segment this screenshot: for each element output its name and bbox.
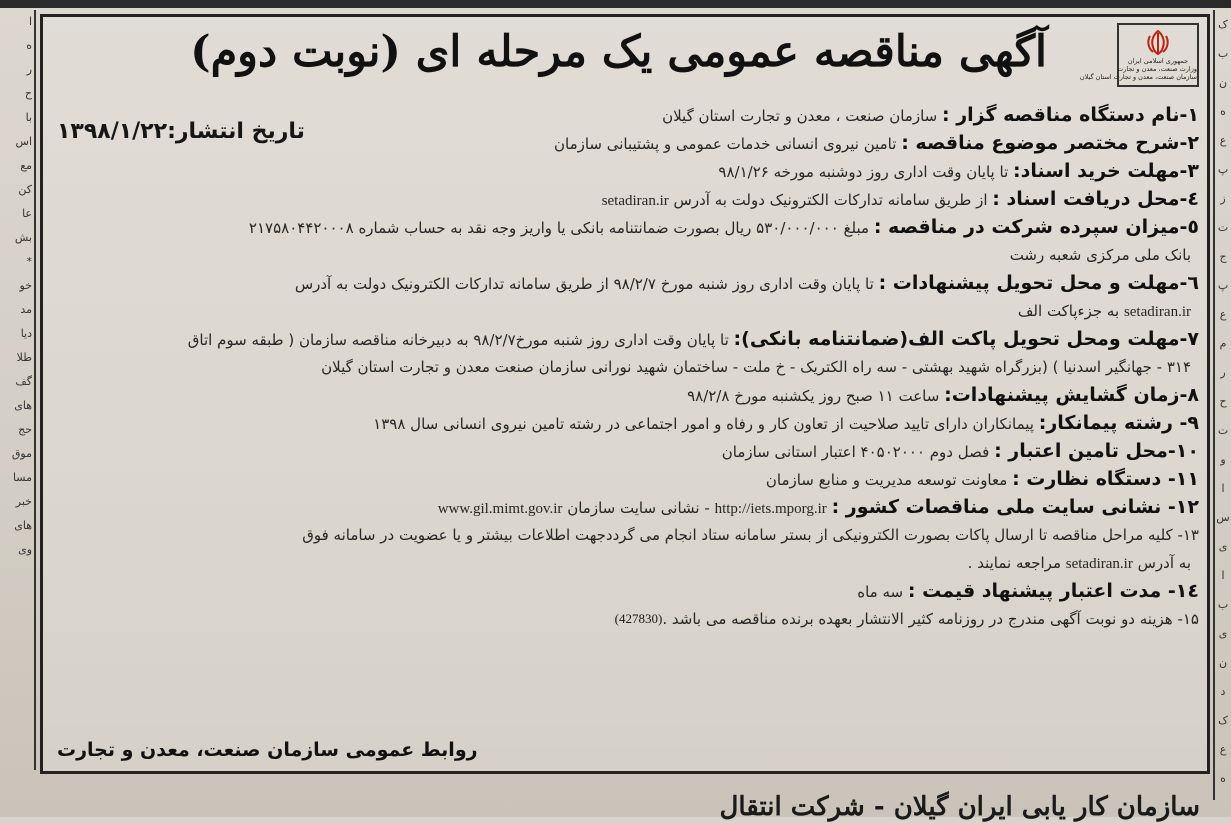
notice-item — [49, 521, 1199, 549]
column-fragment-text: ج — [1219, 250, 1227, 263]
item-link: setadiran.ir — [1123, 304, 1191, 320]
column-fragment-text: ن — [1218, 656, 1228, 669]
item-text: پیمانکاران دارای تایید صلاحیت از تعاون کار و رفاه و امور اجتماعی در رشته تامین نیروی انسانی سال ۱۳۹۸ — [373, 415, 1034, 433]
public-relations-signature: روابط عمومی سازمان صنعت، معدن و تجارت — [57, 739, 478, 761]
right-column-fragment — [1213, 10, 1231, 800]
column-fragment-text: مع — [20, 159, 32, 172]
notice-items — [49, 101, 1199, 633]
column-fragment-text: ی — [1218, 540, 1228, 553]
ad-code: (427830) — [614, 611, 663, 626]
notice-item — [49, 129, 1199, 157]
item-text: ۱۳- کلیه مراحل مناقصه تا ارسال پاکات بصورت الکترونیکی از بستر سامانه ستاد انجام می گرددجهت اطلاعات بیشتر و یا عضویت در سامانه فوق — [302, 526, 1199, 544]
item-text: ۳۱۴ - جهانگیر اسدنیا ) (بزرگراه شهید بهشتی - سه راه الکتریک - خ ملت - ساختمان شهید نورانی سازمان صنعت معدن و تجارت استان گیلان — [321, 358, 1191, 376]
item-text: سازمان صنعت ، معدن و تجارت استان گیلان — [662, 107, 938, 125]
column-fragment-text: اس — [15, 135, 32, 148]
column-fragment-text: ه — [1220, 772, 1226, 785]
column-fragment-text: ع — [1219, 743, 1227, 756]
column-fragment-text: حج — [18, 423, 32, 436]
notice-item — [49, 381, 1199, 409]
logo-line: جمهوری اسلامی ایران — [1127, 57, 1189, 65]
item-label: ۷-مهلت ومحل تحویل پاکت الف(ضمانتنامه بانکی): — [733, 328, 1199, 350]
column-fragment-text: ا — [1221, 569, 1225, 582]
column-fragment-text: ن — [1218, 76, 1228, 89]
column-fragment-text: ر — [1220, 366, 1226, 379]
item-text: به جزءپاکت الف — [1017, 302, 1120, 320]
item-label: ٥-میزان سپرده شرکت در مناقصه : — [873, 216, 1199, 238]
column-fragment-text: ح — [24, 87, 32, 100]
column-fragment-text: ت — [1217, 221, 1229, 234]
item-label: ۱۰-محل تامین اعتبار : — [994, 440, 1199, 462]
column-fragment-text: ا — [28, 15, 32, 28]
column-fragment-text: مد — [20, 303, 32, 316]
item-text: مراجعه نمایند . — [967, 554, 1061, 572]
emblem-icon — [1143, 27, 1173, 57]
item-label: ۱۱- دستگاه نظارت : — [1012, 468, 1199, 490]
item-text: معاونت توسعه مدیریت و منابع سازمان — [765, 471, 1008, 489]
column-fragment-text: ا — [1221, 482, 1225, 495]
column-fragment-text: ه — [1220, 105, 1226, 118]
column-fragment-text: کن — [18, 183, 32, 196]
column-fragment-text: پ — [1217, 279, 1229, 292]
column-fragment-text: ح — [1219, 395, 1227, 408]
item-label: ۸-زمان گشایش پیشنهادات: — [944, 384, 1199, 406]
column-fragment-text: ع — [1219, 134, 1227, 147]
notice-item-continuation — [49, 353, 1199, 381]
notice-item-continuation — [49, 241, 1199, 269]
item-text: - نشانی سایت سازمان — [567, 499, 710, 517]
notice-item — [49, 269, 1199, 297]
column-fragment-text: مسا — [12, 471, 32, 484]
notice-item — [49, 493, 1199, 521]
column-fragment-text: ی — [1218, 627, 1228, 640]
column-fragment-text: ب — [1217, 598, 1229, 611]
item-label: ۲-شرح مختصر موضوع مناقصه : — [901, 132, 1199, 154]
top-strip — [0, 0, 1231, 8]
item-text: ساعت ۱۱ صبح روز یکشنبه مورخ ۹۸/۲/۸ — [687, 387, 940, 405]
notice-item — [49, 101, 1199, 129]
column-fragment-text: و — [1220, 453, 1226, 466]
item-label: ٦-مهلت و محل تحویل پیشنهادات : — [878, 272, 1199, 294]
item-text: ۱۵- هزینه دو نوبت آگهی مندرج در روزنامه کثیر الانتشار بعهده برنده مناقصه می باشد . — [662, 610, 1199, 628]
notice-item — [49, 409, 1199, 437]
item-link: setadiran.ir — [1065, 556, 1133, 572]
item-link: http://iets.mporg.ir — [714, 501, 827, 517]
tender-notice — [40, 14, 1210, 774]
column-fragment-text: ع — [1219, 308, 1227, 321]
item-text: به آدرس — [1137, 554, 1191, 572]
logo-line: سازمان صنعت، معدن و تجارت استان گیلان — [1079, 73, 1197, 81]
column-fragment-text: های — [14, 399, 32, 412]
item-link: setadiran.ir — [601, 193, 669, 209]
column-fragment-text: د — [1220, 685, 1226, 698]
column-fragment-text: عا — [22, 207, 32, 220]
notice-item — [49, 577, 1199, 605]
item-label: ٤-محل دریافت اسناد : — [992, 188, 1199, 210]
column-fragment-text: بش — [14, 231, 32, 244]
item-text: تا پایان وقت اداری روز شنبه مورخ۹۸/۲/۷ به دبیرخانه مناقصه سازمان ( طبقه سوم اتاق — [187, 331, 729, 349]
notice-item — [49, 437, 1199, 465]
column-fragment-text: ت — [1217, 424, 1229, 437]
item-text: از طریق سامانه تدارکات الکترونیک دولت به آدرس — [673, 191, 988, 209]
column-fragment-text: های — [14, 519, 32, 532]
column-fragment-text: موق — [11, 447, 32, 460]
item-text: فصل دوم ۴۰۵۰۲۰۰۰ اعتبار استانی سازمان — [721, 443, 990, 461]
column-fragment-text: وی — [18, 543, 32, 556]
item-text: مبلغ ۵۳۰/۰۰۰/۰۰۰ ریال بصورت ضمانتنامه بانکی یا واریز وجه نقد به حساب شماره ۲۱۷۵۸۰۴۴۲۰۰۰۸ — [248, 219, 870, 237]
column-fragment-text: طلا — [16, 351, 32, 364]
notice-item — [49, 465, 1199, 493]
column-fragment-text: ک — [1218, 18, 1228, 31]
item-text: بانک ملی مرکزی شعبه رشت — [1009, 246, 1191, 264]
next-article-heading: سازمان کار یابی ایران گیلان - شرکت انتقال — [719, 792, 1200, 822]
column-fragment-text: خبر — [15, 495, 32, 508]
column-fragment-text: ک — [1218, 714, 1228, 727]
notice-item — [49, 605, 1199, 633]
notice-item — [49, 325, 1199, 353]
column-fragment-text: م — [1219, 337, 1227, 350]
column-fragment-text: خو — [19, 279, 32, 292]
left-column-fragment — [0, 10, 36, 770]
notice-item — [49, 185, 1199, 213]
item-text: تا پایان وقت اداری روز دوشنبه مورخه ۹۸/۱/۲۶ — [718, 163, 1009, 181]
notice-item — [49, 213, 1199, 241]
column-fragment-text: * — [26, 255, 32, 268]
item-label: ۱۲- نشانی سایت ملی مناقصات کشور : — [831, 496, 1199, 518]
item-text: سه ماه — [857, 583, 904, 601]
column-fragment-text: گف — [15, 375, 32, 388]
ministry-logo — [1079, 23, 1199, 87]
column-fragment-text: با — [25, 111, 32, 124]
item-label: ۱-نام دستگاه مناقصه گزار : — [942, 104, 1199, 126]
item-label: ۳-مهلت خرید اسناد: — [1013, 160, 1199, 182]
column-fragment-text: ب — [1217, 47, 1229, 60]
item-label: ۹- رشته پیمانکار: — [1038, 412, 1199, 434]
notice-item — [49, 157, 1199, 185]
item-link: www.gil.mimt.gov.ir — [437, 501, 563, 517]
item-text: تا پایان وقت اداری روز شنبه مورخ ۹۸/۲/۷ از طریق سامانه تدارکات الکترونیک دولت به آدرس — [294, 275, 874, 293]
notice-title: آگهی مناقصه عمومی یک مرحله ای (نوبت دوم) — [190, 27, 1047, 77]
column-fragment-text: ه — [26, 39, 32, 52]
item-text: تامین نیروی انسانی خدمات عمومی و پشتیبانی سازمان — [553, 135, 897, 153]
column-fragment-text: ز — [1220, 192, 1226, 205]
publish-date: تاریخ انتشار:۱۳۹۸/۱/۲۲ — [57, 119, 305, 144]
column-fragment-text: پ — [1217, 163, 1229, 176]
notice-item-continuation — [49, 297, 1199, 325]
item-label: ١٤- مدت اعتبار پیشنهاد قیمت : — [907, 580, 1199, 602]
column-fragment-text: س — [1216, 511, 1230, 524]
column-fragment-text: ر — [26, 63, 32, 76]
notice-item-continuation — [49, 549, 1199, 577]
column-fragment-text: دیا — [20, 327, 32, 340]
logo-line: وزارت صنعت، معدن و تجارت — [1117, 65, 1197, 73]
